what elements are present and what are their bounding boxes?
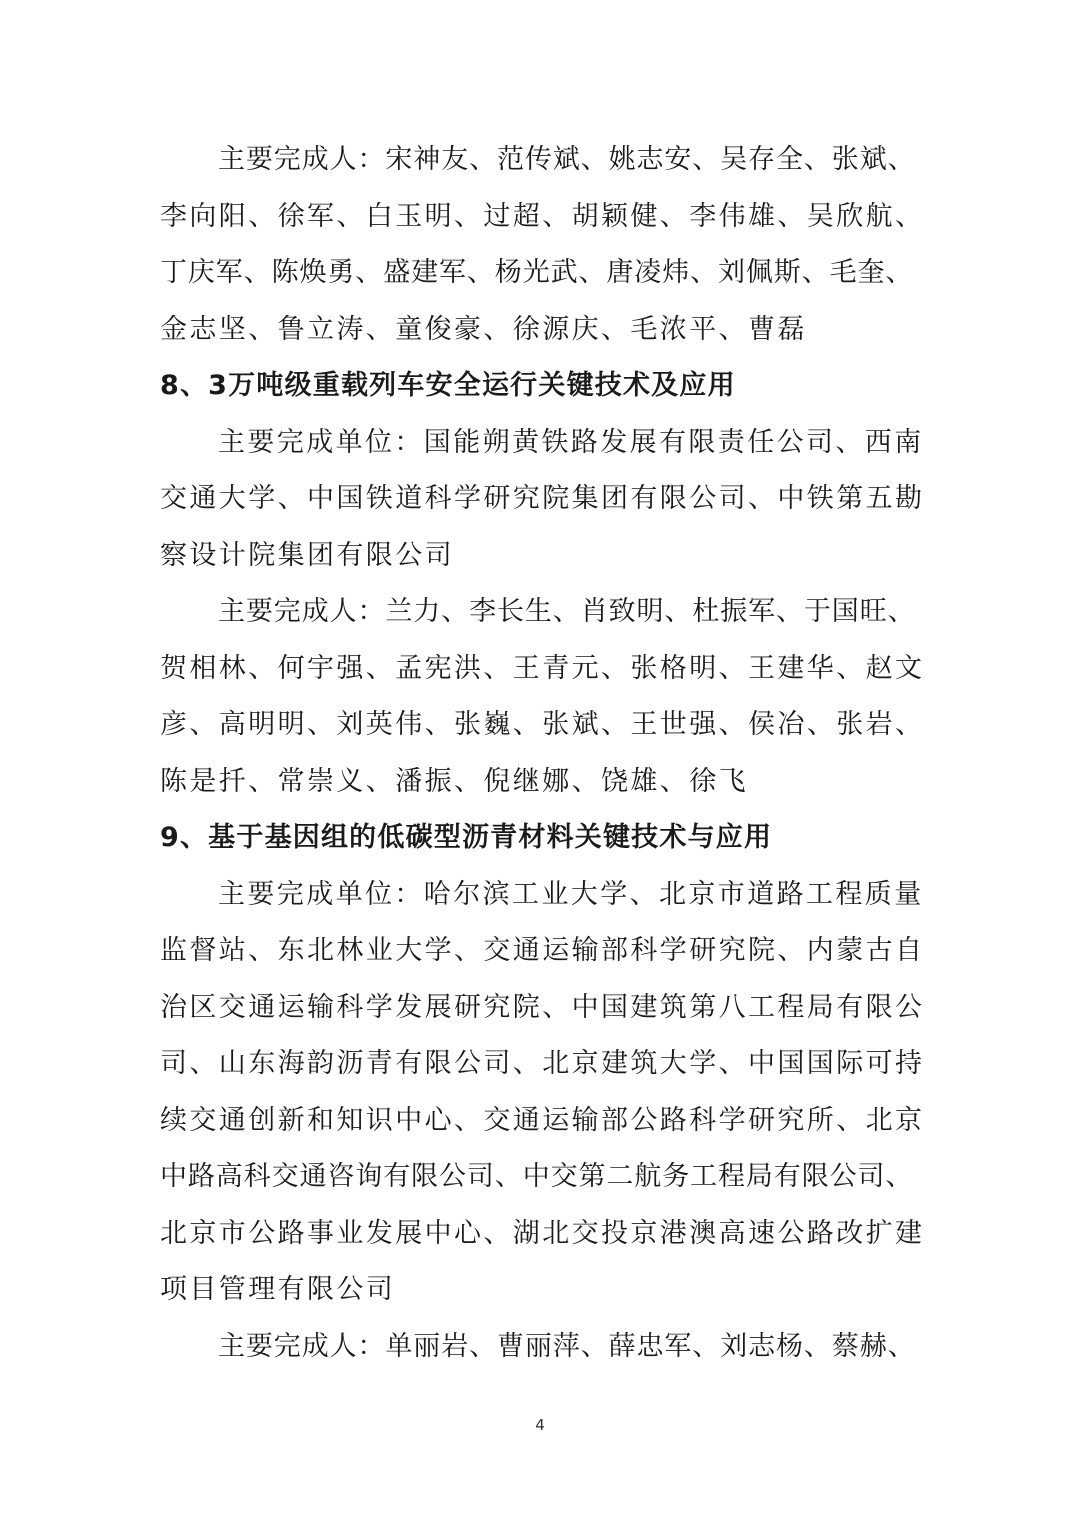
text-line: 彦、高明明、刘英伟、张巍、张斌、王世强、侯冶、张岩、 <box>160 709 925 740</box>
text-line: 察设计院集团有限公司 <box>160 540 454 571</box>
text-line: 金志坚、鲁立涛、童俊豪、徐源庆、毛浓平、曹磊 <box>160 314 807 345</box>
text-line: 司、山东海韵沥青有限公司、北京建筑大学、中国国际可持 <box>160 1048 925 1079</box>
section-heading: 9、基于基因组的低碳型沥青材料关键技术与应用 <box>160 822 773 853</box>
text-line: 北京市公路事业发展中心、湖北交投京港澳高速公路改扩建 <box>160 1218 925 1249</box>
text-line: 交通大学、中国铁道科学研究院集团有限公司、中铁第五勘 <box>160 483 925 514</box>
page-number: 4 <box>535 1416 545 1434</box>
text-line: 中路高科交通咨询有限公司、中交第二航务工程局有限公司、 <box>160 1161 914 1192</box>
text-line: 续交通创新和知识中心、交通运输部公路科学研究所、北京 <box>160 1105 925 1136</box>
text-line: 治区交通运输科学发展研究院、中国建筑第八工程局有限公 <box>160 992 925 1023</box>
text-line: 项目管理有限公司 <box>160 1274 396 1305</box>
text-line: 丁庆军、陈焕勇、盛建军、杨光武、唐凌炜、刘佩斯、毛奎、 <box>160 257 914 288</box>
text-line: 陈是扦、常崇义、潘振、倪继娜、饶雄、徐飞 <box>160 766 748 797</box>
text-line: 贺相林、何宇强、孟宪洪、王青元、张格明、王建华、赵文 <box>160 653 925 684</box>
text-line: 主要完成人：兰力、李长生、肖致明、杜振军、于国旺、 <box>218 596 916 627</box>
text-line: 主要完成单位：国能朔黄铁路发展有限责任公司、西南 <box>218 427 924 458</box>
text-line: 主要完成单位：哈尔滨工业大学、北京市道路工程质量 <box>218 879 924 910</box>
text-line: 监督站、东北林业大学、交通运输部科学研究院、内蒙古自 <box>160 935 925 966</box>
text-line: 主要完成人：单丽岩、曹丽萍、薛忠军、刘志杨、蔡赫、 <box>218 1331 916 1362</box>
text-line: 主要完成人：宋神友、范传斌、姚志安、吴存全、张斌、 <box>218 144 916 175</box>
section-heading: 8、3万吨级重载列车安全运行关键技术及应用 <box>160 370 736 401</box>
text-line: 李向阳、徐军、白玉明、过超、胡颖健、李伟雄、吴欣航、 <box>160 201 925 232</box>
